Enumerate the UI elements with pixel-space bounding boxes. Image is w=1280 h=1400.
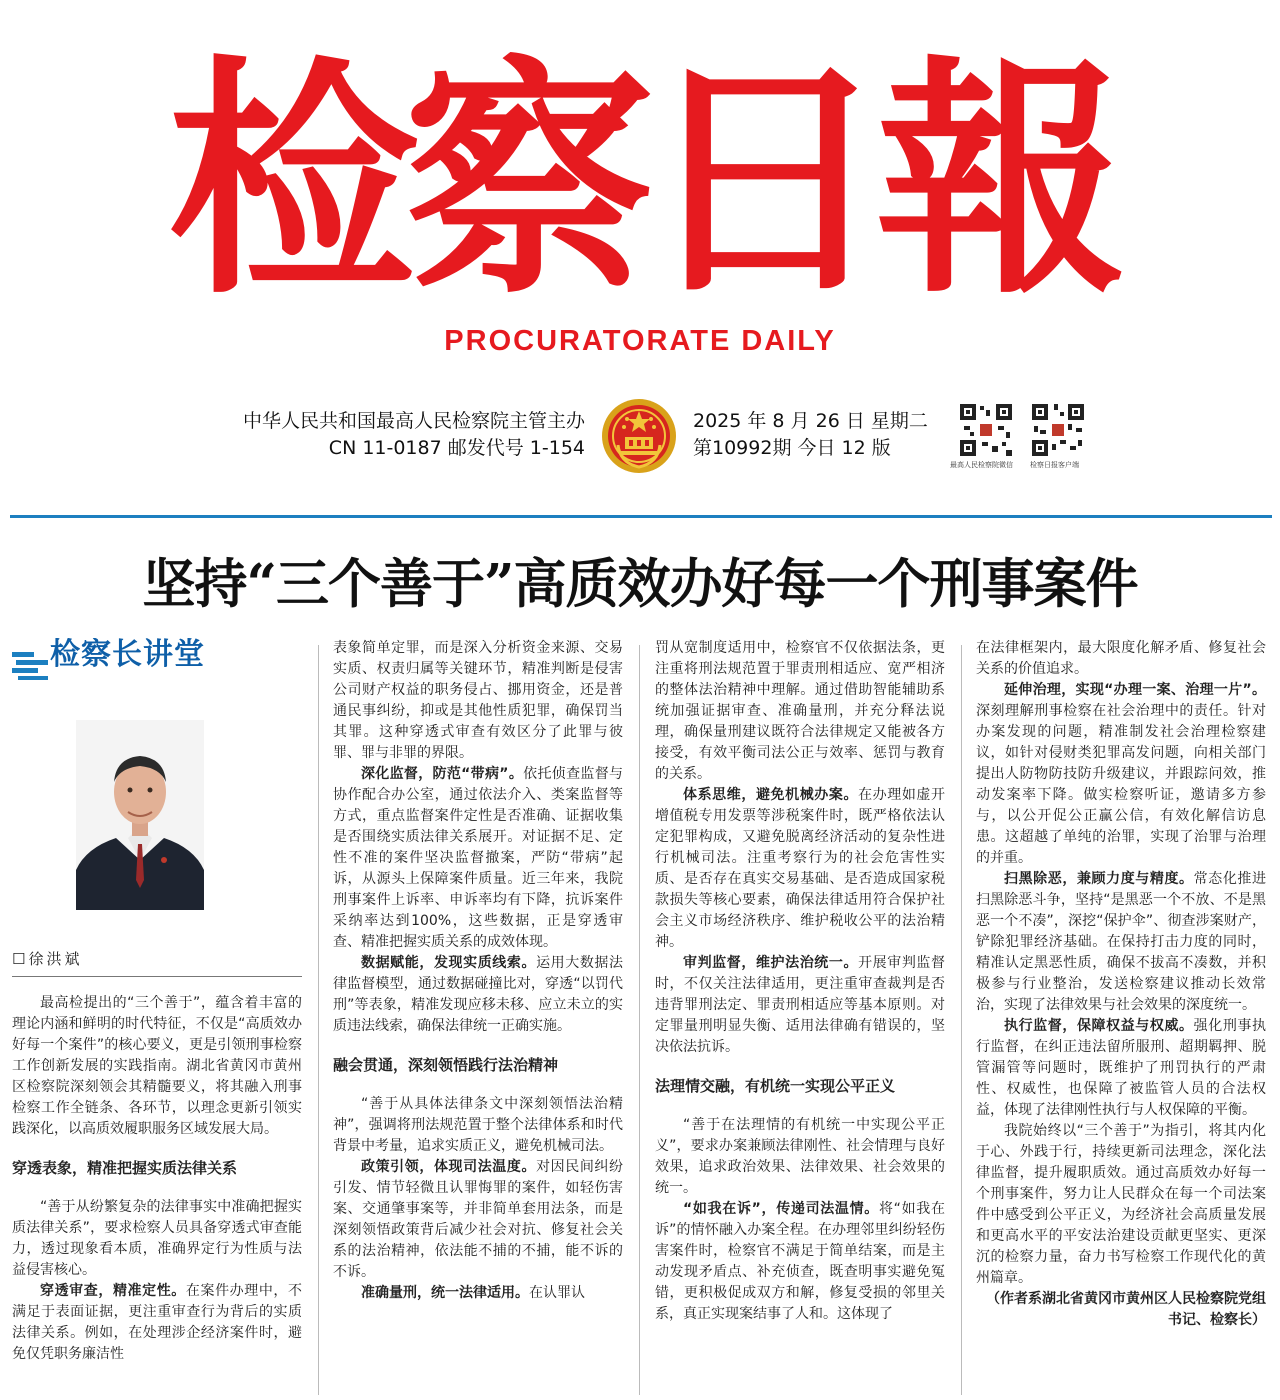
issue-info <box>693 408 953 462</box>
paragraph <box>333 764 623 953</box>
paragraph: “善于从具体法律条文中深刻领悟法治精神”，强调将刑法规范置于整个法律体系和时代背景中考量，追求实质正义，避免机械司法。 <box>333 1096 623 1154</box>
paragraph-lead: 准确量刑，统一法律适用。 <box>361 1285 529 1301</box>
paragraph-body: 依托侦查监督与协作配合办公室，通过依法介入、类案监督等方式，重点监督案件定性是否准确、证据收集是否围绕实质法律关系展开。对证据不足、定性不准的案件坚决监督撤案，严防“带病”起诉，从源头上保障案件质量。近三年来，我院刑事案件上诉率、申诉率均有下降，抗诉案件采纳率达到100%，这些数据，正是穿透审查、精准把握实质关系的成效体现。 <box>333 766 623 950</box>
paragraph-lead: 执行监督，保障权益与权威。 <box>1004 1018 1194 1034</box>
paragraph-lead: 数据赋能，发现实质线索。 <box>361 955 537 971</box>
paragraph <box>976 869 1266 1016</box>
author-signature: （作者系湖北省黄冈市黄州区人民检察院党组书记、检察长） <box>986 1291 1266 1328</box>
issue-date: 2025 年 8 月 26 日 星期二 <box>693 410 928 432</box>
paragraph: “善于从纷繁复杂的法律事实中准确把握实质法律关系”，要求检察人员具备穿透式审查能力，透过现象看本质，准确界定行为性质与法益侵害核心。 <box>12 1199 302 1278</box>
paragraph-body: 在办理如虚开增值税专用发票等涉税案件时，既严格依法认定犯罪构成，又避免脱离经济活动的复杂性进行机械司法。注重考察行为的社会危害性实质、是否存在真实交易基础、是否造成国家税款损失等核心要素，确保法律适用符合保护社会主义市场经济秩序、维护税收公平的法治精神。 <box>655 787 945 950</box>
paragraph <box>12 1281 302 1365</box>
paragraph-body: 运用大数据法律监督模型，通过数据碰撞比对，穿透“以罚代刑”等表象，精准发现应移未移、应立未立的实质违法线索，确保法律统一正确实施。 <box>333 955 623 1034</box>
paragraph: 最高检提出的“三个善于”，蕴含着丰富的理论内涵和鲜明的时代特征，不仅是“高质效办好每一个案件”的核心要义，更是引领刑事检察工作创新发展的实践指南。湖北省黄冈市黄州区检察院深刻领会其精髓要义，将其融入刑事检察工作全链条、各环节，以理念更新引领实践深化，以高质效履职服务区域发展大局。 <box>12 995 302 1137</box>
masthead-english-title: PROCURATORATE DAILY <box>444 325 836 357</box>
paragraph: 表象简单定罪，而是深入分析资金来源、交易实质、权责归属等关键环节，精准判断是侵害公司财产权益的职务侵占、挪用资金，还是普通民事纠纷，抑或是其他性质犯罪，确保罚当其罪。这种穿透式审查有效区分了此罪与彼罪、罪与非罪的界限。 <box>333 640 623 761</box>
paragraph-lead: “如我在诉”，传递司法温情。 <box>683 1201 879 1217</box>
publication-codes: CN 11-0187 邮发代号 1-154 <box>328 437 585 459</box>
section-heading: 法理情交融，有机统一实现公平正义 <box>655 1077 896 1095</box>
paragraph-lead: 政策引领，体现司法温度。 <box>361 1159 537 1175</box>
paragraph-lead: 体系思维，避免机械办案。 <box>683 787 859 803</box>
column-logo-text-part2: 讲堂 <box>143 638 205 672</box>
paragraph-body: 开展审判监督时，不仅关注法律适用，更注重审查裁判是否违背罪刑法定、罪责刑相适应等基本原则。对定罪量刑明显失衡、适用法律确有错误的，坚决依法抗诉。 <box>655 955 945 1055</box>
paragraph: 罚从宽制度适用中，检察官不仅依据法条，更注重将刑法规范置于罪责刑相适应、宽严相济的整体法治精神中理解。通过借助智能辅助系统加强证据审查、准确量刑，并充分释法说理，确保量刑建议既符合法律规定又能被各方接受，有效平衡司法公正与效率、惩罚与教育的关系。 <box>655 640 945 782</box>
article-column-4 <box>976 638 1266 1398</box>
paragraph-lead: 扫黑除恶，兼顾力度与精度。 <box>1004 871 1194 887</box>
wechat-qr-caption: 最高人民检察院微信 <box>950 461 1013 469</box>
article-column-2 <box>333 638 623 1398</box>
byline-divider <box>12 976 302 977</box>
paragraph <box>976 1016 1266 1121</box>
paragraph-body: 深刻理解刑事检察在社会治理中的责任。针对办案发现的问题，精准制发社会治理检察建议，如针对侵财类犯罪高发问题，向相关部门提出人防物防技防升级建议，并跟踪问效，推动发案率下降。做实检察听证，邀请多方参与，以公开促公正赢公信，有效化解信访息患。这超越了单纯的治罪，实现了治罪与治理的并重。 <box>976 703 1266 866</box>
column-logo-icon <box>12 652 48 682</box>
column-divider <box>318 645 319 1395</box>
publisher-info <box>150 408 585 462</box>
app-qr-code-icon[interactable] <box>1030 402 1086 458</box>
article-column-1 <box>12 638 302 1398</box>
section-heading: 融会贯通，深刻领悟践行法治精神 <box>333 1056 559 1074</box>
article-headline: 坚持“三个善于”高质效办好每一个刑事案件 <box>142 553 1138 615</box>
paragraph: “善于在法理情的有机统一中实现公平正义”，要求办案兼顾法律刚性、社会情理与良好效果，追求政治效果、法律效果、社会效果的统一。 <box>655 1117 945 1196</box>
paragraph: 我院始终以“三个善于”为指引，将其内化于心、外践于行，持续更新司法理念，深化法律监督，提升履职质效。通过高质效办好每一个刑事案件，努力让人民群众在每一个司法案件中感受到公平正义，为经济社会高质量发展和更高水平的平安法治建设贡献更坚实、更深沉的检察力量，奋力书写检察工作现代化的黄州篇章。 <box>976 1123 1266 1286</box>
column-divider <box>639 645 640 1395</box>
masthead-divider <box>10 515 1272 518</box>
paragraph <box>655 785 945 953</box>
paragraph <box>333 953 623 1037</box>
paragraph <box>655 953 945 1058</box>
column-logo-text-part1: 检察长 <box>50 638 143 672</box>
masthead <box>0 0 1280 500</box>
paragraph-body: 强化刑事执行监督，在纠正违法留所服刑、超期羁押、脱管漏管等问题时，既维护了刑罚执行的严肃性、权威性，也保障了被监管人员的合法权益，体现了法律刚性执行与人权保障的平衡。 <box>976 1018 1266 1118</box>
paragraph <box>333 1283 623 1304</box>
paragraph-body: 将“如我在诉”的情怀融入办案全程。在办理邻里纠纷轻伤害案件时，检察官不满足于简单结案，而是主动发现矛盾点、补充侦查，既查明事实避免冤错，更积极促成双方和解，修复受损的邻里关系，真正实现案结事了人和。这体现了 <box>655 1201 945 1322</box>
paragraph <box>976 680 1266 869</box>
paragraph-body: 在案件办理中，不满足于表面证据，更注重审查行为背后的实质法律关系。例如，在处理涉企经济案件时，避免仅凭职务廉洁性 <box>12 1283 302 1362</box>
paragraph-lead: 穿透审查，精准定性。 <box>40 1283 186 1299</box>
masthead-title: 检察日報 <box>168 33 1112 327</box>
column-logo-text <box>50 638 205 672</box>
paragraph-body: 在认罪认 <box>529 1285 585 1301</box>
column-logo <box>12 638 302 688</box>
issue-number: 第10992期 今日 12 版 <box>693 437 891 459</box>
author-portrait <box>76 720 204 910</box>
column-divider <box>961 645 962 1395</box>
national-emblem-icon <box>600 397 678 475</box>
paragraph <box>655 1199 945 1325</box>
section-heading: 穿透表象，精准把握实质法律关系 <box>12 1159 238 1177</box>
paragraph-lead: 深化监督，防范“带病”。 <box>361 766 524 782</box>
paragraph-lead: 审判监督，维护法治统一。 <box>683 955 859 971</box>
paragraph: 在法律框架内，最大限度化解矛盾、修复社会关系的价值追求。 <box>976 640 1266 677</box>
article-column-3 <box>655 638 945 1398</box>
publisher-line: 中华人民共和国最高人民检察院主管主办 <box>242 410 585 432</box>
author-byline: ☐徐洪斌 <box>12 950 83 968</box>
paragraph-body: 常态化推进扫黑除恶斗争，坚持“是黑恶一个不放、不是黑恶一个不凑”，深挖“保护伞”、彻查涉案财产，铲除犯罪经济基础。在保持打击力度的同时，精准认定黑恶性质，确保不拔高不凑数，并积极参与行业整治，发送检察建议推动长效常治，实现了法律效果与社会效果的深度统一。 <box>976 871 1266 1013</box>
paragraph-lead: 延伸治理，实现“办理一案、治理一片”。 <box>1004 682 1266 698</box>
wechat-qr-code-icon[interactable] <box>958 402 1014 458</box>
paragraph-body: 对因民间纠纷引发、情节轻微且认罪悔罪的案件，如轻伤害案、交通肇事案等，并非简单套用法条，而是深刻领悟政策背后减少社会对抗、修复社会关系的法治精神，依法能不捕的不捕，能不诉的不诉。 <box>333 1159 623 1280</box>
app-qr-caption: 检察日报客户端 <box>1030 461 1079 469</box>
paragraph <box>333 1157 623 1283</box>
